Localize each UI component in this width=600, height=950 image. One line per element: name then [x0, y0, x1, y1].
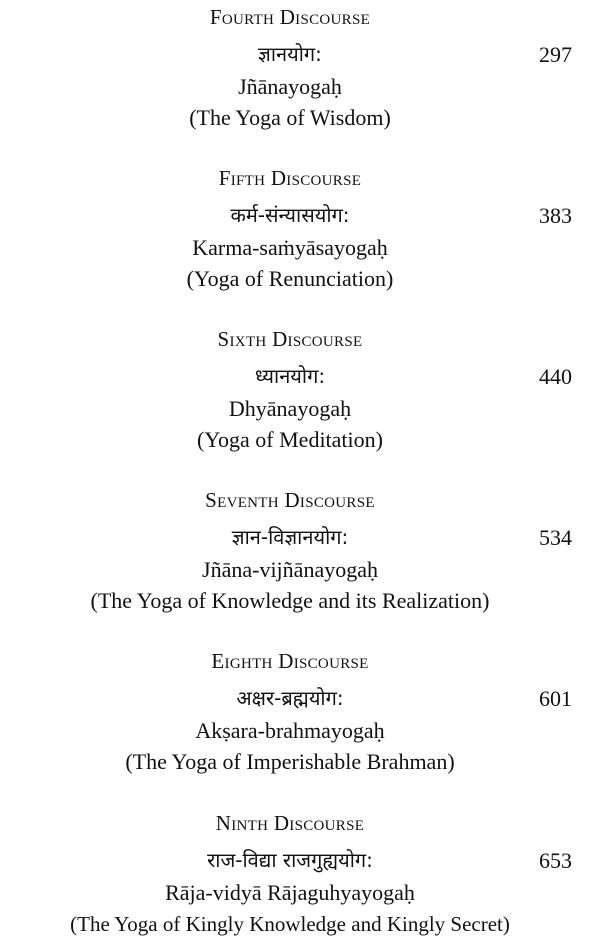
english-title: (The Yoga of Wisdom) — [189, 105, 391, 130]
transliterated-title: Karma-saṁyāsayogaḥ — [192, 235, 388, 260]
toc-entry-fifth-discourse — [0, 165, 600, 305]
transliterated-title: Jñānayogaḥ — [238, 74, 342, 99]
sanskrit-title: ध्यानयोग: — [254, 364, 326, 388]
english-title: (The Yoga of Kingly Knowledge and Kingly Secret) — [70, 912, 510, 936]
toc-entry-eighth-discourse — [0, 648, 600, 788]
discourse-heading: Fourth Discourse — [209, 5, 371, 29]
sanskrit-title: राज-विद्या राजगुह्ययोग: — [207, 848, 373, 872]
toc-entry-seventh-discourse — [0, 487, 600, 627]
page-number: 653 — [539, 848, 572, 873]
discourse-heading: Ninth Discourse — [215, 811, 365, 835]
sanskrit-title: ज्ञानयोग: — [258, 42, 322, 66]
english-title: (Yoga of Meditation) — [197, 427, 383, 452]
page-number: 383 — [539, 203, 572, 228]
sanskrit-title: ज्ञान-विज्ञानयोग: — [231, 525, 349, 549]
english-title: (The Yoga of Imperishable Brahman) — [125, 749, 455, 774]
transliterated-title: Jñāna-vijñānayogaḥ — [202, 557, 378, 582]
page-number: 297 — [539, 42, 572, 67]
sanskrit-title: कर्म-संन्यासयोग: — [230, 203, 350, 227]
discourse-heading: Eighth Discourse — [211, 649, 369, 673]
discourse-heading: Fifth Discourse — [218, 166, 362, 190]
toc-entry-sixth-discourse — [0, 326, 600, 466]
page-number: 440 — [539, 364, 572, 389]
toc-entry-ninth-discourse — [0, 810, 600, 950]
sanskrit-title: अक्षर-ब्रह्मयोग: — [236, 686, 344, 710]
transliterated-title: Akṣara-brahmayogaḥ — [195, 718, 385, 743]
discourse-heading: Sixth Discourse — [217, 327, 363, 351]
transliterated-title: Dhyānayogaḥ — [228, 396, 352, 421]
page-number: 534 — [539, 525, 572, 550]
toc-entry-fourth-discourse — [0, 4, 600, 144]
discourse-heading: Seventh Discourse — [205, 488, 375, 512]
english-title: (Yoga of Renunciation) — [186, 266, 394, 291]
english-title: (The Yoga of Knowledge and its Realization) — [90, 588, 490, 613]
transliterated-title: Rāja-vidyā Rājaguhyayogaḥ — [165, 880, 415, 905]
page-number: 601 — [539, 686, 572, 711]
